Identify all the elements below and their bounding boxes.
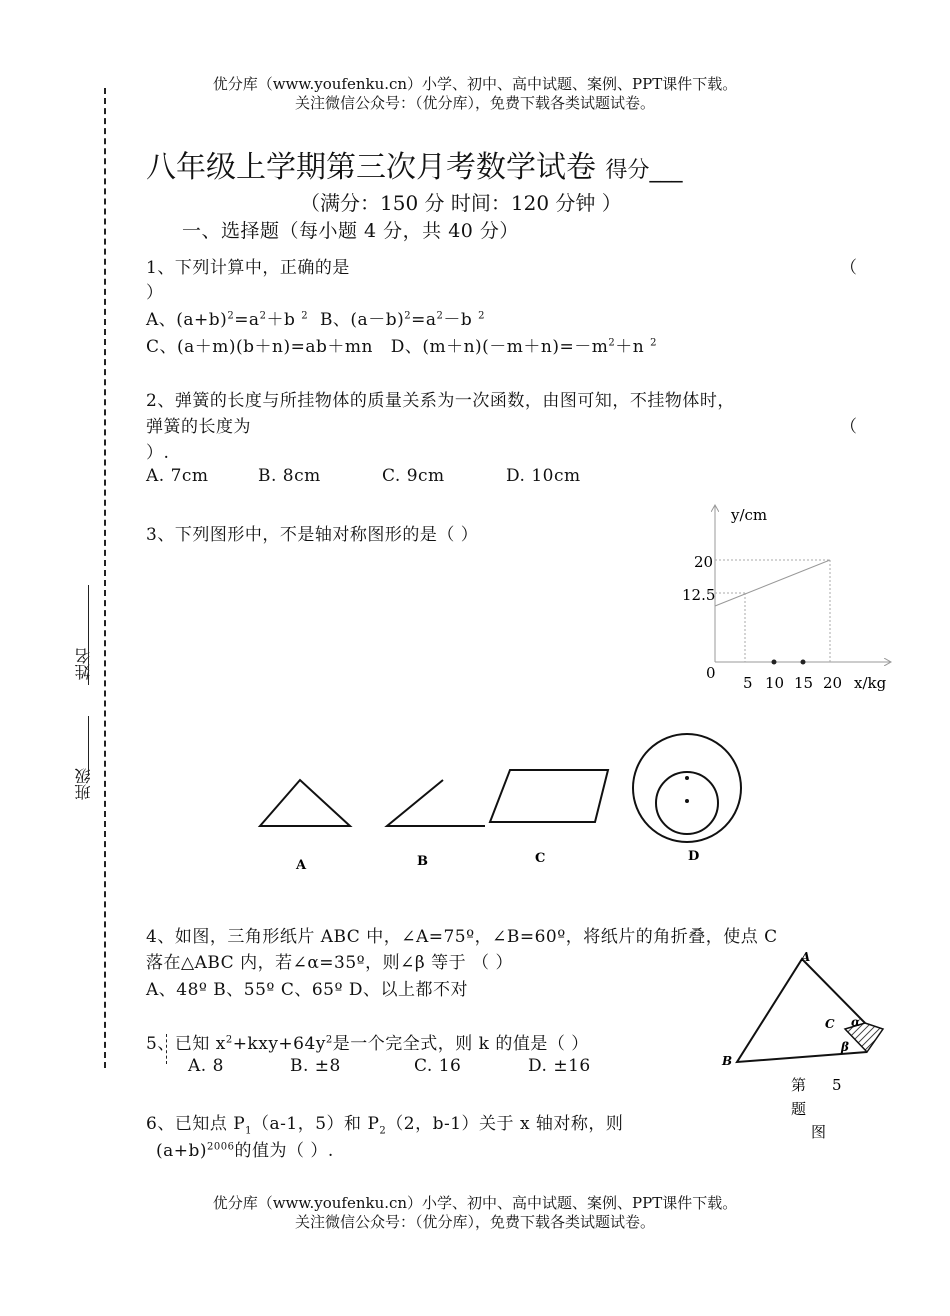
- point-10: [772, 660, 777, 665]
- x-tick-10: 10: [765, 674, 785, 692]
- vertex-c-label: C: [825, 1017, 835, 1031]
- footer-line-1: 优分库（www.youfenku.cn）小学、初中、高中试题、案例、PPT课件下载。: [212, 1194, 738, 1212]
- q5-option-d: D. ±16: [528, 1056, 591, 1076]
- figure-b-angle: [387, 780, 485, 826]
- origin-label: 0: [706, 664, 716, 682]
- q2-line3: ）.: [146, 443, 170, 463]
- figure-d-outer-circle: [633, 734, 741, 842]
- figure-b-label: B: [417, 854, 428, 869]
- q1-paren-open: （: [840, 258, 858, 278]
- q1-stem: 1、下列计算中，正确的是: [146, 258, 350, 278]
- score-label: 得分___: [605, 158, 683, 183]
- y-tick-20: 20: [694, 553, 714, 571]
- q1-option-cd: C、(a＋m)(b＋n)=ab＋mn D、$(m+n)(-m+n)=-m^2+n$ $^2$: [146, 337, 657, 357]
- caption-tu: 图: [811, 1123, 827, 1141]
- q2-line2: 弹簧的长度为: [146, 417, 251, 437]
- name-underline: [88, 585, 89, 685]
- header-line-1: 优分库（www.youfenku.cn）小学、初中、高中试题、案例、PPT课件下载。: [212, 75, 738, 93]
- y-axis-label: y/cm: [731, 506, 768, 524]
- vertex-b-label: B: [722, 1054, 733, 1068]
- q3-figures: [250, 730, 760, 880]
- q6-line2: $(a+b)^{2006}$的值为（ ）.: [156, 1141, 334, 1161]
- q5-option-b: B. ±8: [290, 1056, 341, 1076]
- function-line: [715, 560, 830, 606]
- x-tick-20: 20: [823, 674, 843, 692]
- x-tick-15: 15: [794, 674, 814, 692]
- q3-stem: 3、下列图形中，不是轴对称图形的是（ ）: [146, 525, 479, 545]
- figure-d-inner-center: [685, 799, 689, 803]
- footer-line-2: 关注微信公众号：（优分库），免费下载各类试题试卷。: [294, 1213, 655, 1231]
- exam-title: 八年级上学期第三次月考数学试卷: [146, 150, 596, 185]
- x-tick-5: 5: [743, 674, 753, 692]
- q1-paren-close: ）: [146, 283, 164, 303]
- name-label: 姓名: [74, 648, 93, 680]
- vertex-a-label: A: [801, 950, 811, 964]
- q5-option-c: C. 16: [414, 1056, 462, 1076]
- q5-stem: 5、已知 $x^2+kxy+64y^2$是一个完全式，则 k 的值是（ ）: [146, 1034, 589, 1054]
- q4-options: A、48º B、55º C、65º D、以上都不对: [146, 980, 468, 1000]
- page-title: [146, 142, 683, 186]
- q4-triangle-figure: [715, 945, 905, 1145]
- binding-dashed-line: [104, 88, 106, 1068]
- q2-option-d: D. 10cm: [506, 466, 581, 486]
- caption-5: 5: [832, 1076, 842, 1094]
- q6-line1: 6、已知点 $P_1(a-1$，5）和 $P_2(2$，b-1）关于 x 轴对称，则: [146, 1114, 624, 1137]
- exam-subtitle: （满分：150 分 时间：120 分钟 ）: [300, 191, 622, 215]
- caption-di: 第: [791, 1076, 807, 1094]
- class-underline: [88, 716, 89, 776]
- figure-a-label: A: [296, 858, 307, 873]
- figure-c-label: C: [535, 851, 546, 866]
- q2-option-b: B. 8cm: [258, 466, 321, 486]
- figure-d-label: D: [688, 849, 700, 864]
- figure-d-outer-center: [685, 776, 689, 780]
- q2-option-c: C. 9cm: [382, 466, 445, 486]
- y-tick-12-5: 12.5: [682, 586, 716, 604]
- spring-graph: [682, 500, 910, 700]
- q5-option-a: A. 8: [188, 1056, 224, 1076]
- point-15: [801, 660, 806, 665]
- q2-line1: 2、弹簧的长度与所挂物体的质量关系为一次函数，由图可知，不挂物体时，: [146, 391, 735, 411]
- figure-a-triangle: [260, 780, 350, 826]
- q4-line1: 4、如图，三角形纸片 ABC 中，∠A=75º，∠B=60º，将纸片的角折叠，使点 C: [146, 927, 778, 947]
- q2-paren-open: （: [840, 417, 858, 437]
- q4-line2: 落在△ABC 内，若∠α=35º，则∠β 等于 （ ）: [146, 953, 513, 973]
- caption-ti: 题: [791, 1100, 807, 1118]
- section-heading: 一、选择题（每小题 4 分，共 40 分）: [182, 220, 519, 242]
- header-line-2: 关注微信公众号：（优分库），免费下载各类试题试卷。: [294, 94, 655, 112]
- x-axis-label: x/kg: [854, 674, 887, 692]
- angle-alpha-label: α: [851, 1015, 861, 1029]
- q2-option-a: A. 7cm: [146, 466, 209, 486]
- angle-beta-label: β: [841, 1040, 849, 1054]
- class-label: 班级: [74, 768, 93, 800]
- figure-c-parallelogram: [490, 770, 608, 822]
- q1-option-ab: A、$(a+b)^2=a^2+b$ $^2$ B、$(a-b)^2=a^2-b$ $^2$: [146, 310, 486, 330]
